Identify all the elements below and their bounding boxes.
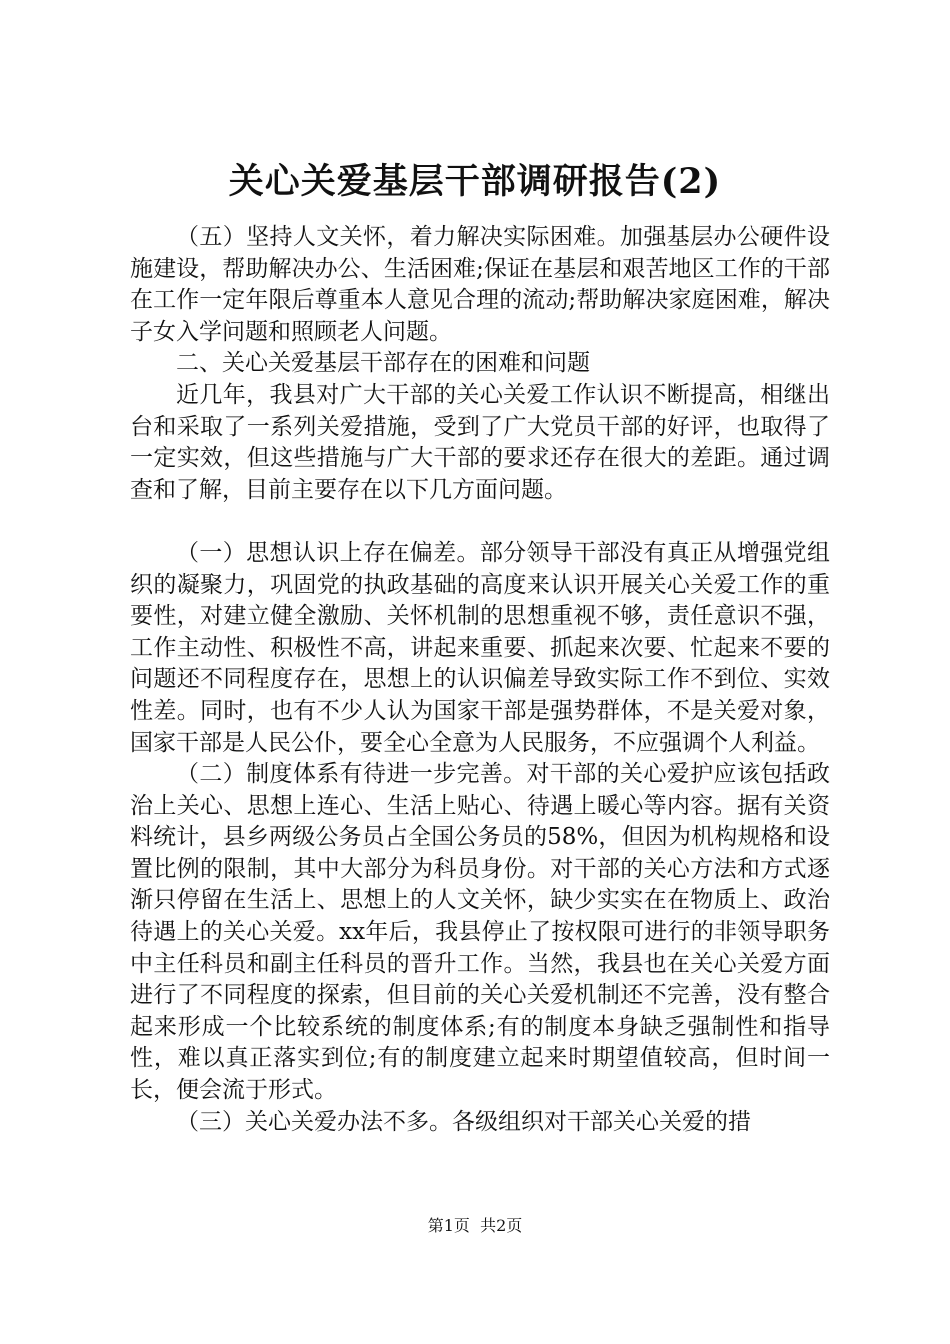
page-footer: 第1页 共2页: [427, 1216, 523, 1235]
paragraph-one: （一）思想认识上存在偏差。部分领导干部没有真正从增强党组织的凝聚力，巩固党的执政基础的高度来认识开展关心关爱工作的重要性，对建立健全激励、关怀机制的思想重视不够，责任意识不强，工作主动性、积极性不高，讲起来重要、抓起来次要、忙起来不要的问题还不同程度存在，思想上的认识偏差导致实际工作不到位、实效性差。同时，也有不少人认为国家干部是强势群体，不是关爱对象，国家干部是人民公仆，要全心全意为人民服务，不应强调个人利益。: [130, 539, 830, 756]
paragraph-intro: 近几年，我县对广大干部的关心关爱工作认识不断提高，相继出台和采取了一系列关爱措施，受到了广大党员干部的好评，也取得了一定实效，但这些措施与广大干部的要求还存在很大的差距。通过调查和了解，目前主要存在以下几方面问题。: [130, 381, 830, 503]
blank-line: [130, 506, 830, 538]
paragraph-three: （三）关心关爱办法不多。各级组织对干部关心关爱的措: [176, 1108, 751, 1135]
paragraph-two: （二）制度体系有待进一步完善。对干部的关心爱护应该包括政治上关心、思想上连心、生活上贴心、待遇上暖心等内容。据有关资料统计，县乡两级公务员占全国公务员的58%，但因为机构规格和设置比例的限制，其中大部分为科员身份。对干部的关心方法和方式逐渐只停留在生活上、思想上的人文关怀，缺少实实在在物质上、政治待遇上的关心关爱。xx年后，我县停止了按权限可进行的非领导职务中主任科员和副主任科员的晋升工作。当然，我县也在关心关爱方面进行了不同程度的探索，但目前的关心关爱机制还不完善，没有整合起来形成一个比较系统的制度体系;有的制度本身缺乏强制性和指导性，难以真正落实到位;有的制度建立起来时期望值较高，但时间一长，便会流于形式。: [130, 761, 830, 1104]
document-body: [130, 222, 830, 1138]
document-title: 关心关爱基层干部调研报告(2): [228, 161, 722, 202]
paragraph-five: （五）坚持人文关怀，着力解决实际困难。加强基层办公硬件设施建设，帮助解决办公、生活困难;保证在基层和艰苦地区工作的干部在工作一定年限后尊重本人意见合理的流动;帮助解决家庭困难，解决子女入学问题和照顾老人问题。: [130, 224, 830, 345]
section-heading-two: 二、关心关爱基层干部存在的困难和问题: [176, 350, 590, 377]
